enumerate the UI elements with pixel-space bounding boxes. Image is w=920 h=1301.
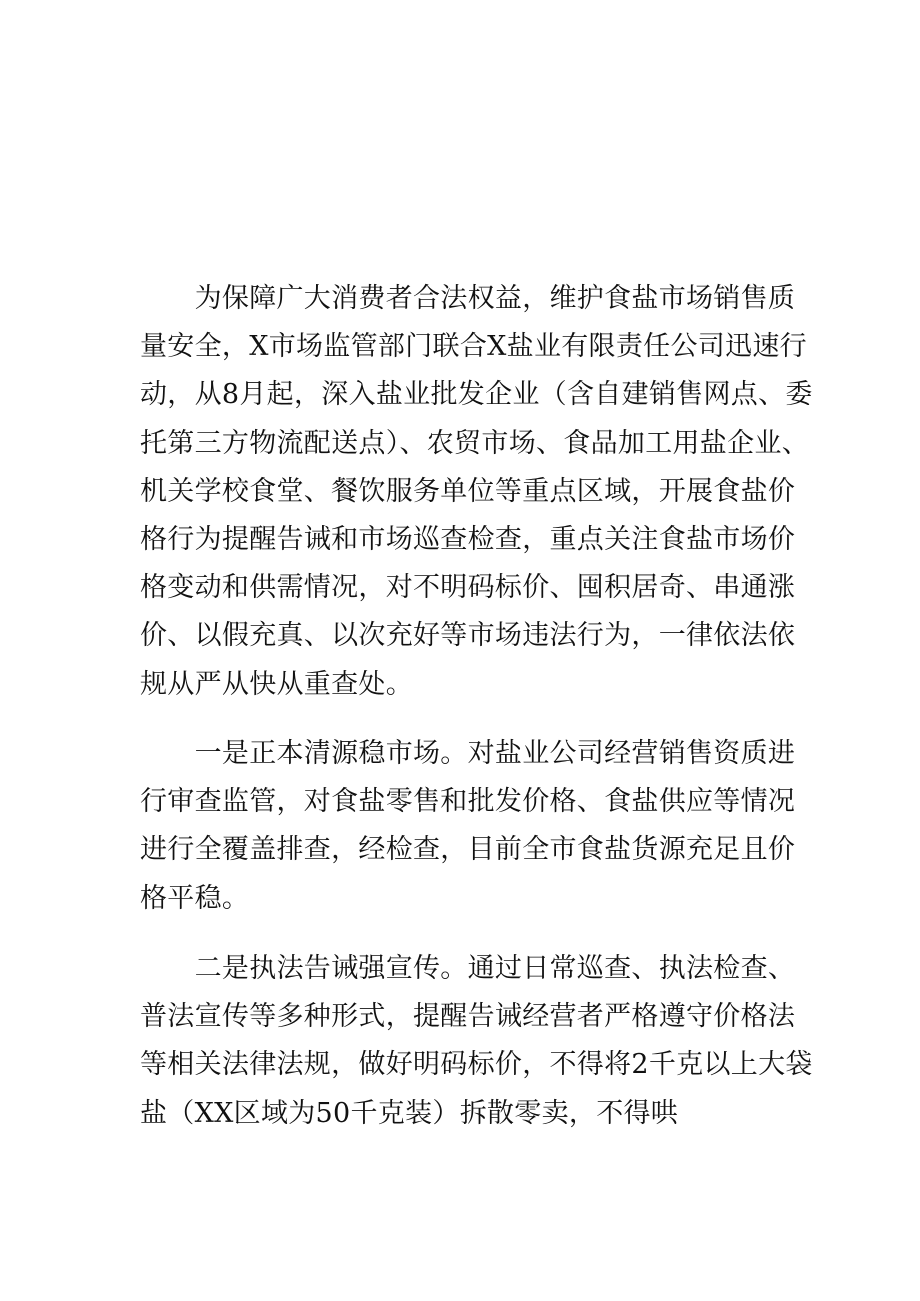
text-line: 格平稳。 [140,882,250,914]
text-line: 机关学校食堂、餐饮服务单位等重点区域，开展食盐价 [140,475,796,507]
text-line: 二是执法告诫强宣传。通过日常巡查、执法检查、 [140,953,796,984]
text-line: 量安全，X市场监管部门联合X盐业有限责任公司迅速行 [140,331,807,363]
text-line: 规从严从快从重查处。 [140,668,413,700]
paragraph-intro [140,275,813,709]
paragraph-enforcement-publicity [140,945,813,1138]
text-line: 普法宣传等多种形式，提醒告诫经营者严格遵守价格法 [140,1001,796,1033]
text-line: 行审查监管，对食盐零售和批发价格、食盐供应等情况 [140,786,796,818]
text-line: 动，从8月起，深入盐业批发企业（含自建销售网点、委 [140,379,813,411]
text-line: 为保障广大消费者合法权益，维护食盐市场销售质 [140,283,796,314]
paragraph-market-stability [140,730,796,923]
text-line: 一是正本清源稳市场。对盐业公司经营销售资质进 [140,738,796,769]
text-line: 格行为提醒告诫和市场巡查检查，重点关注食盐市场价 [140,523,796,555]
text-line: 等相关法律法规，做好明码标价，不得将2千克以上大袋 [140,1049,813,1081]
text-line: 进行全覆盖排查，经检查，目前全市食盐货源充足且价 [140,834,796,866]
text-line: 价、以假充真、以次充好等市场违法行为，一律依法依 [140,620,796,652]
text-line: 格变动和供需情况，对不明码标价、囤积居奇、串通涨 [140,572,796,604]
text-line: 托第三方物流配送点）、农贸市场、食品加工用盐企业、 [140,427,809,459]
text-line: 盐（XX区域为50千克装）拆散零卖，不得哄 [140,1097,679,1129]
